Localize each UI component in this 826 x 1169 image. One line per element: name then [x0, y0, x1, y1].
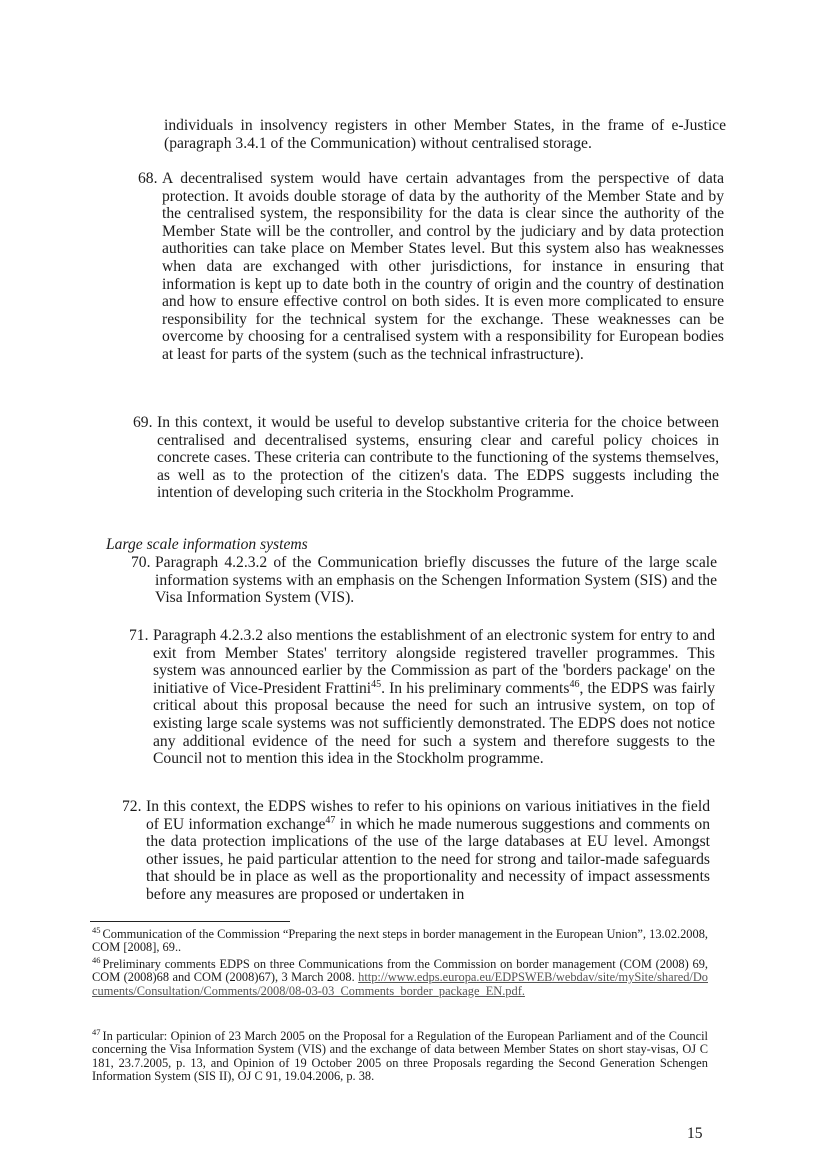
page-number: 15: [687, 1125, 703, 1142]
footnote-ref[interactable]: 47: [325, 814, 336, 826]
paragraph-text: in which he made numerous suggestions and comments on the data protection implications of the use of the large databases at EU level. Amongst other issues, he paid particular attention to the need for strong and tailor-made safeguards that should be in place as well as the proportionality and necessity of impact assessments before any measures are proposed or undertaken in: [146, 815, 710, 903]
footnote-mark: 47: [92, 1026, 101, 1037]
paragraph-number: 68.: [138, 170, 158, 187]
footnote-mark: 46: [92, 954, 101, 965]
footnote-link[interactable]: http://www.edps.europa.eu/EDPSWEB/webdav/site/mySite/shared/Documents/Consultation/Comments/2008/08-03-03_Comments_border_package_EN.pdf.: [92, 970, 708, 998]
footnote-ref[interactable]: 46: [569, 678, 580, 690]
paragraph-71: [129, 627, 715, 768]
paragraph-number: 70.: [131, 554, 151, 571]
paragraph-68: [138, 170, 724, 364]
paragraph-72: [122, 798, 710, 904]
paragraph-text: Paragraph 4.2.3.2 also mentions the establishment of an electronic system for entry to and exit from Member States' territory alongside registered traveller programmes. This system was announced earlier by the Commission as part of the 'borders package' on the initiative of Vice-President Frattini: [153, 627, 715, 697]
paragraph-number: 72.: [122, 798, 142, 815]
paragraph-text: . In his preliminary comments: [381, 679, 570, 697]
paragraph-continuation: [164, 117, 726, 152]
footnote-47: [92, 1026, 708, 1084]
paragraph-69: [133, 414, 719, 502]
footnote-text: In particular: Opinion of 23 March 2005 on the Proposal for a Regulation of the European Parliament and of the Council concerning the Visa Information System (VIS) and the exchange of data between Member States on short stay-visas, OJ C 181, 23.7.2005, p. 13, and Opinion of 19 October 2005 on three Proposals regarding the Second Generation Schengen Information System (SIS II), OJ C 91, 19.04.2006, p. 38.: [92, 1029, 708, 1084]
paragraph-text: , the EDPS was fairly critical about this proposal because the need for such an intrusive system, on top of existing large scale systems was not sufficiently demonstrated. The EDPS does not notice any additional evidence of the need for such a system and therefore suggests to the Council not to mention this idea in the Stockholm programme.: [153, 679, 715, 768]
footnote-separator: [90, 921, 290, 922]
footnote-45: [92, 924, 708, 955]
paragraph-number: 71.: [129, 627, 149, 644]
paragraph-text: In this context, it would be useful to develop substantive criteria for the choice between centralised and decentralised systems, ensuring clear and careful policy choices in concrete cases. These criteria can contribute to the functioning of the systems themselves, as well as to the protection of the citizen's data. The EDPS suggests including the intention of developing such criteria in the Stockholm Programme.: [157, 414, 719, 502]
footnote-mark: 45: [92, 924, 101, 935]
footnote-text: Preliminary comments EDPS on three Communications from the Commission on border management (COM (2008) 69, COM (2008)68 and COM (2008)67), 3 March 2008.: [92, 957, 708, 985]
paragraph-text: Paragraph 4.2.3.2 of the Communication briefly discusses the future of the large scale information systems with an emphasis on the Schengen Information System (SIS) and the Visa Information System (VIS).: [155, 554, 717, 607]
paragraph-text: individuals in insolvency registers in other Member States, in the frame of e-Justice (paragraph 3.4.1 of the Communication) without centralised storage.: [164, 117, 726, 152]
paragraph-number: 69.: [133, 414, 153, 431]
footnote-text: Communication of the Commission “Preparing the next steps in border management in the European Union”, 13.02.2008, COM [2008], 69..: [92, 927, 708, 955]
paragraph-70: [131, 554, 717, 607]
footnote-ref[interactable]: 45: [371, 678, 382, 690]
footnote-46: [92, 954, 708, 998]
section-heading: Large scale information systems: [106, 536, 308, 553]
paragraph-text: A decentralised system would have certain advantages from the perspective of data protection. It avoids double storage of data by the authority of the Member State and by the centralised system, the responsibility for the data is clear since the authority of the Member State will be the controller, and control by the judiciary and by data protection authorities can take place on Member States level. But this system also has weaknesses when data are exchanged with other jurisdictions, for instance in ensuring that information is kept up to date both in the country of origin and the country of destination and how to ensure effective control on both sides. It is even more complicated to ensure responsibility for the technical system for the exchange. These weaknesses can be overcome by choosing for a centralised system with a responsibility for European bodies at least for parts of the system (such as the technical infrastructure).: [162, 170, 724, 363]
paragraph-text: In this context, the EDPS wishes to refer to his opinions on various initiatives in the field of EU information exchange: [146, 798, 710, 833]
